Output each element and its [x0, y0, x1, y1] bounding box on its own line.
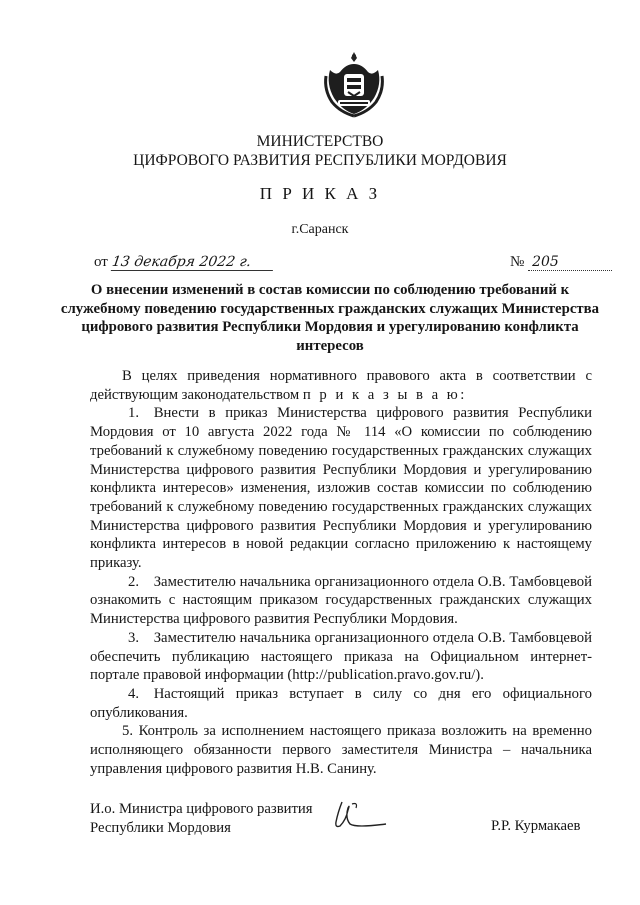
body-item-2: 2. Заместителю начальника организационного отдела О.В. Тамбовцевой ознакомить с настоящим приказом государственных гражданских служащих Министерства цифрового развития Республики Мордовия.: [90, 573, 592, 628]
handwritten-signature: [328, 798, 390, 834]
date-value: 13 декабря 2022 г.: [110, 254, 274, 271]
city-name: г.Саранск: [291, 222, 349, 237]
signatory-name: Р.Р. Курмакаев: [491, 818, 581, 834]
document-body: [90, 367, 592, 778]
intro-text: В целях приведения нормативного правового акта в соответствии с действующим законодательством: [90, 368, 592, 403]
order-number: [510, 254, 612, 271]
number-prefix: №: [510, 254, 525, 270]
intro-paragraph: [90, 367, 592, 404]
intro-directive: п р и к а з ы в а ю: [302, 386, 461, 403]
body-item-5: 5. Контроль за исполнением настоящего приказа возложить на временно исполняющего обязанности первого заместителя Министра – начальника управления цифрового развития Н.В. Санину.: [90, 723, 592, 777]
signatory-position-line1: И.о. Министра цифрового развития: [90, 801, 313, 817]
document-title: О внесении изменений в состав комиссии по соблюдению требований к служебному поведению государственных гражданских служащих Министерства цифрового развития Республики Мордовия и урегулированию конфликта интересов: [60, 282, 600, 354]
order-date: [94, 254, 274, 271]
ministry-name-line1: МИНИСТЕРСТВО: [256, 133, 384, 150]
body-item-1: 1. Внести в приказ Министерства цифрового развития Республики Мордовия от 10 августа 2022 года № 114 «О комиссии по соблюдению требований к служебному поведению государственных гражданских служащих Министерства цифрового развития Республики Мордовия и урегулированию конфликта интересов» изменения, изложив состав комиссии по соблюдению требований к служебному поведению государственных гражданских служащих Министерства цифрового развития Республики Мордовия и урегулированию конфликта интересов в новой редакции согласно приложению к настоящему приказу.: [90, 405, 592, 572]
signatory-position-line2: Республики Мордовия: [90, 819, 231, 836]
ministry-name-line2: ЦИФРОВОГО РАЗВИТИЯ РЕСПУБЛИКИ МОРДОВИЯ: [133, 152, 507, 169]
number-value: 205: [528, 254, 612, 271]
body-item-4: 4. Настоящий приказ вступает в силу со дня его официального опубликования.: [90, 685, 592, 721]
body-item-3: 3. Заместителю начальника организационного отдела О.В. Тамбовцевой обеспечить публикацию настоящего приказа на Официальном интернет-портале правовой информации (http://publication.pravo.gov.ru/).: [90, 629, 592, 684]
intro-end: :: [460, 386, 465, 403]
signatory-position: [90, 800, 313, 837]
date-prefix: от: [94, 254, 108, 270]
document-type: П Р И К А З: [259, 184, 381, 203]
coat-of-arms-emblem: [322, 50, 386, 118]
